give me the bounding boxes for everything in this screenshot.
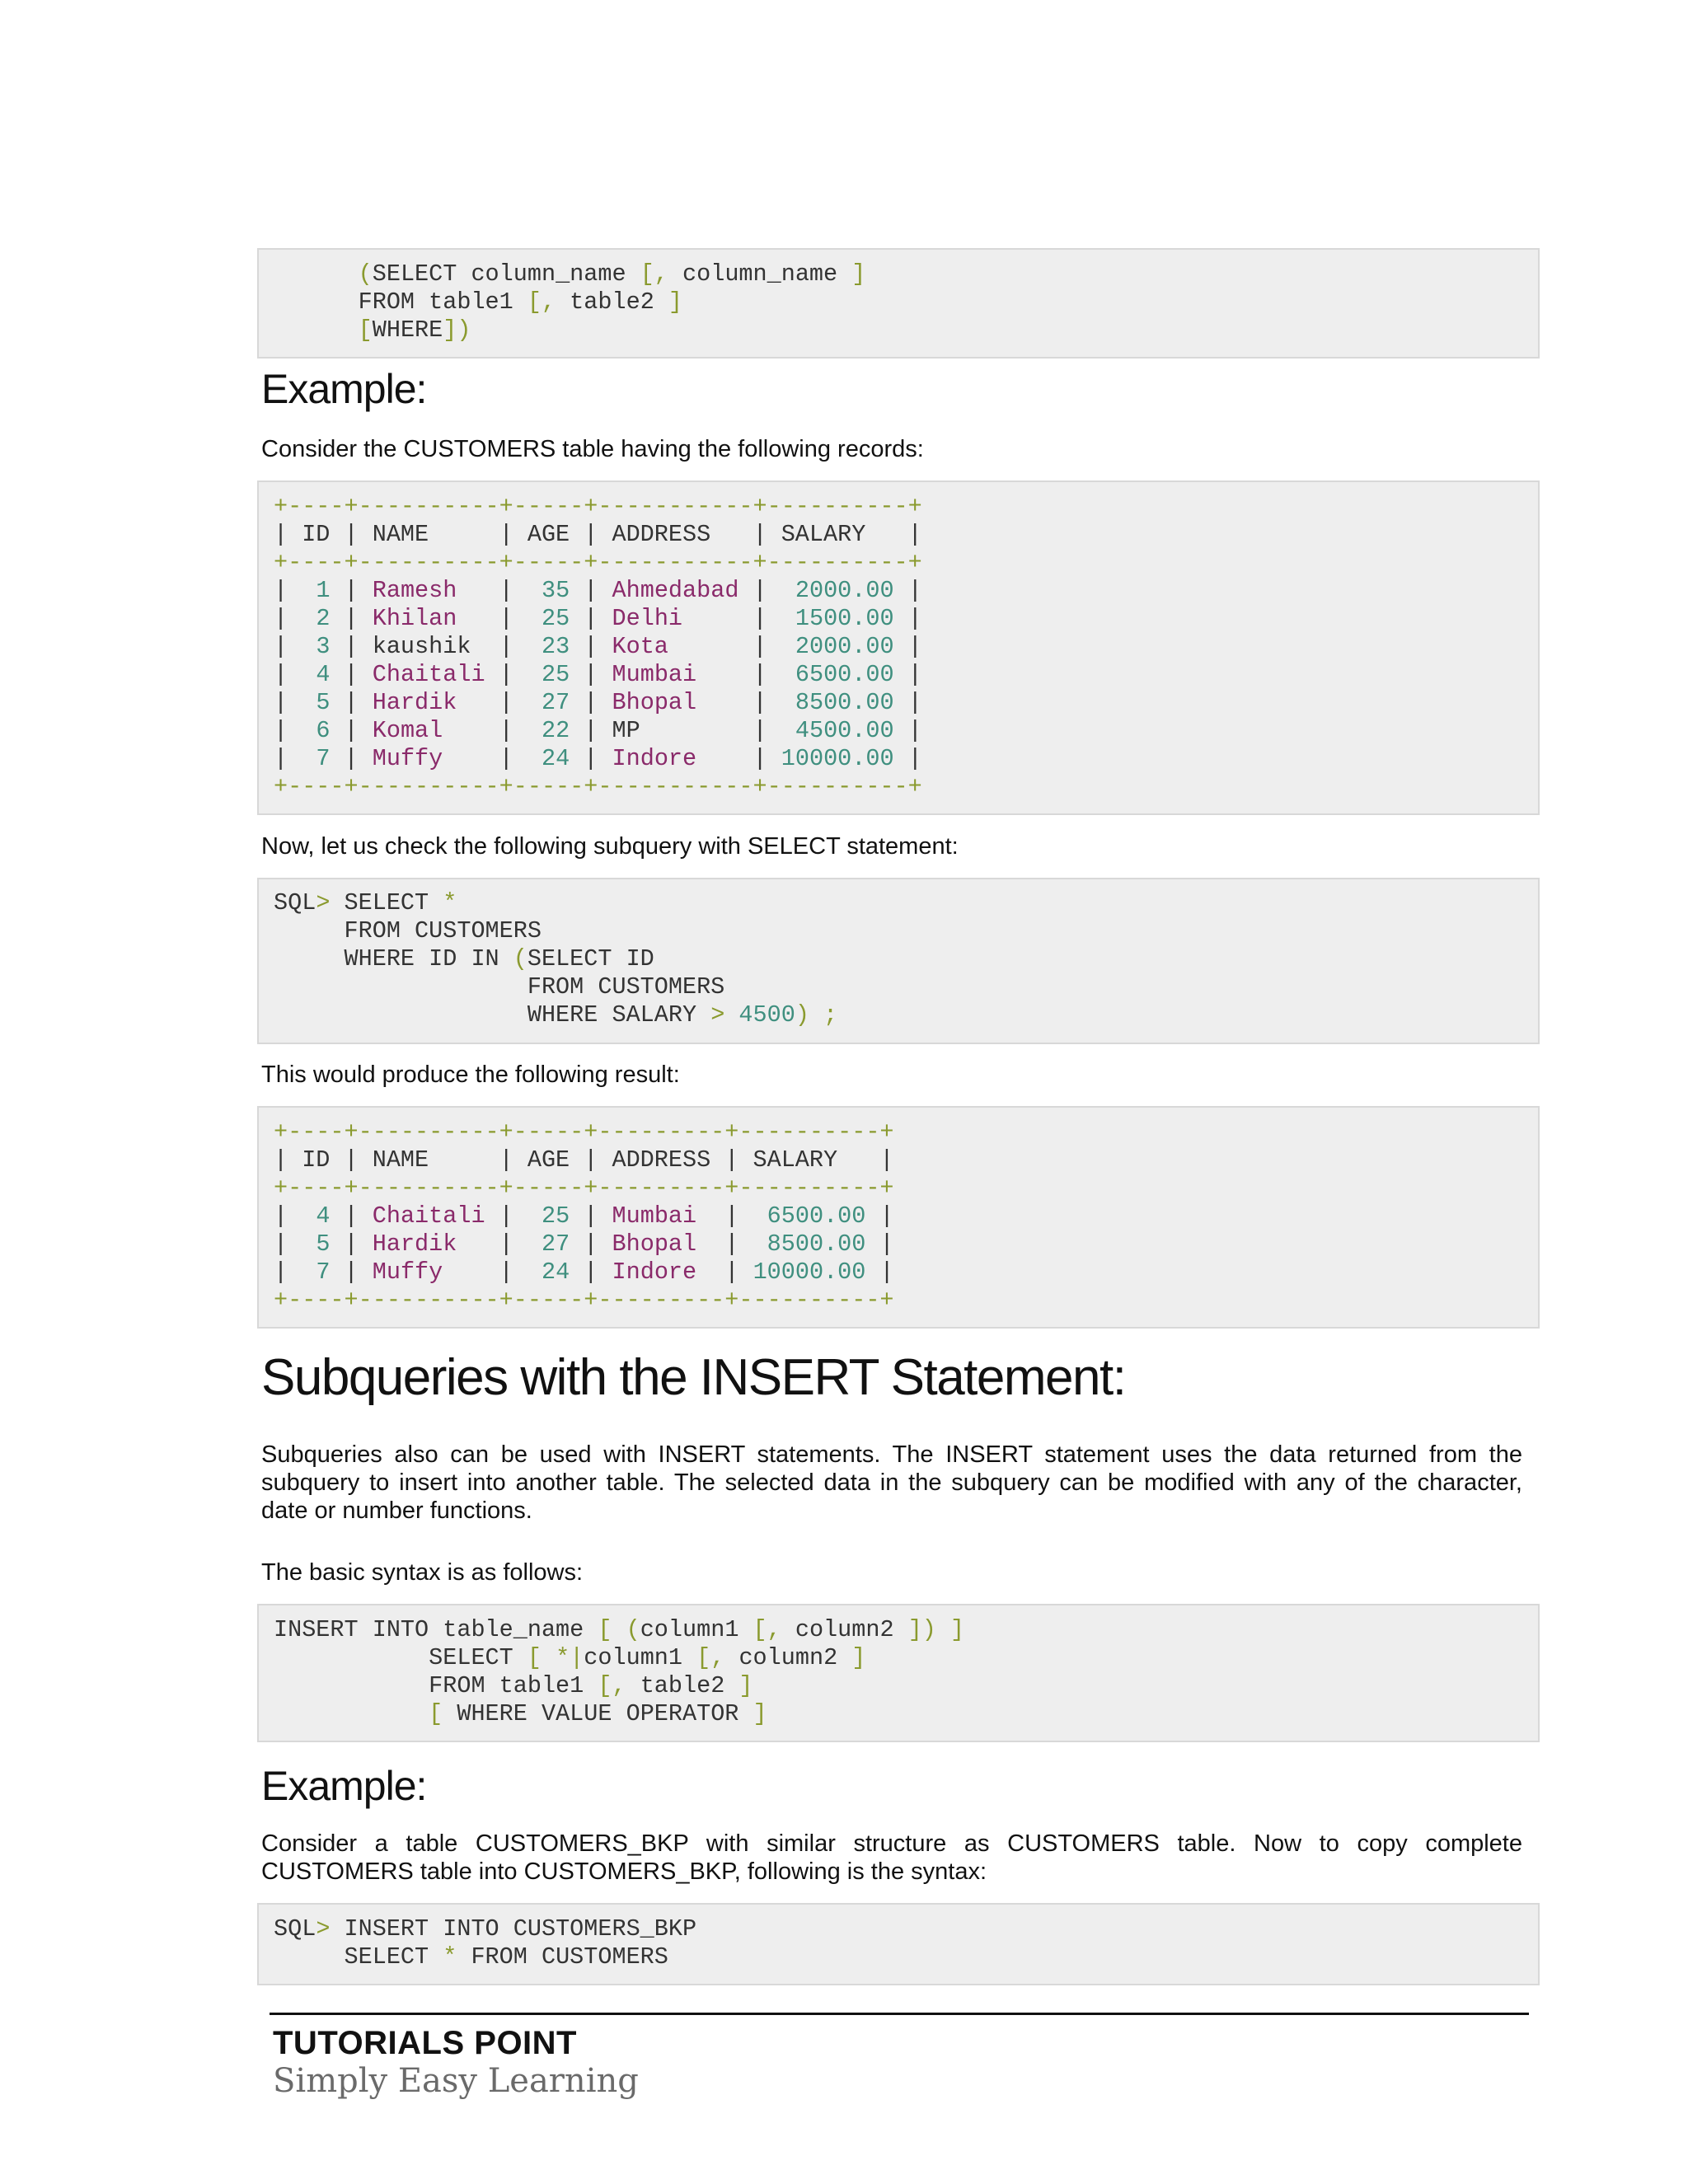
code-token: 4500 [738, 1001, 795, 1029]
code-token: Muffy [372, 745, 443, 772]
code-line [274, 1174, 1538, 1202]
code-line [274, 661, 1538, 689]
code-token: column1 [584, 1644, 697, 1671]
code-token: | [457, 689, 542, 716]
code-line [274, 917, 1538, 945]
code-token: 8500.00 [795, 689, 894, 716]
code-token: | [570, 577, 612, 604]
example-heading-2: Example: [261, 1763, 427, 1809]
code-token: 5 [316, 1230, 331, 1258]
code-token: +----+----------+-----+---------+----------+ [274, 1174, 894, 1202]
example-heading: Example: [261, 366, 427, 412]
insert-section-heading: Subqueries with the INSERT Statement: [261, 1349, 1126, 1406]
code-token: [, [640, 260, 668, 288]
code-token: SQL [274, 889, 316, 916]
code-token: | ID | NAME | AGE | ADDRESS | SALARY | [274, 521, 922, 548]
code-token: | [696, 1202, 767, 1230]
code-token: FROM CUSTOMERS [274, 973, 725, 1001]
code-token: | [274, 1230, 316, 1258]
code-token: | [893, 605, 922, 632]
code-token: 4 [316, 1202, 331, 1230]
code-token: 23 [541, 633, 570, 660]
code-token: | [274, 745, 316, 772]
code-token: | [570, 661, 612, 688]
code-token: Indore [612, 745, 697, 772]
code-token: INSERT INTO table_name [274, 1616, 598, 1643]
code-line [274, 633, 1538, 661]
footer-title: TUTORIALS POINT [273, 2025, 577, 2061]
footer-subtitle: Simply Easy Learning [273, 2062, 639, 2100]
code-token: SELECT ID [527, 945, 654, 972]
code-token: | [668, 633, 795, 660]
code-token: | [893, 745, 922, 772]
code-token: 7 [316, 745, 331, 772]
code-token: Ramesh [372, 577, 457, 604]
code-token: | [274, 1258, 316, 1286]
code-token: [, [598, 1672, 626, 1699]
code-token [612, 1616, 626, 1643]
code-token: [ [527, 1644, 542, 1671]
code-line [274, 1943, 1538, 1971]
code-token: Chaitali [372, 1202, 485, 1230]
code-token: ] [738, 1672, 753, 1699]
code-token: | [893, 577, 922, 604]
code-token: | [893, 717, 922, 744]
code-token: +----+----------+-----+-----------+----------+ [274, 549, 922, 576]
insert-syntax-block [257, 1604, 1540, 1742]
code-token: ( [626, 1616, 640, 1643]
example-intro-text: Consider the CUSTOMERS table having the following records: [261, 436, 924, 462]
code-token: | [865, 1258, 894, 1286]
code-token: ; [823, 1001, 838, 1029]
code-token: | [570, 605, 612, 632]
code-token: FROM CUSTOMERS [274, 917, 542, 944]
code-line [274, 717, 1538, 745]
code-line [274, 1230, 1538, 1258]
code-token: 22 [541, 717, 570, 744]
code-token: 2 [316, 605, 331, 632]
code-token: ) [795, 1001, 809, 1029]
code-line [274, 1700, 1538, 1728]
code-token [724, 1001, 738, 1029]
code-line [274, 316, 1538, 344]
code-token: | [274, 577, 316, 604]
code-token: FROM table1 [274, 1672, 598, 1699]
code-token: | [893, 661, 922, 688]
code-token: | [330, 717, 373, 744]
code-token: 6500.00 [767, 1202, 866, 1230]
code-token: | [443, 1258, 542, 1286]
code-line [274, 889, 1538, 917]
code-token: ]) [907, 1616, 936, 1643]
code-line [274, 1616, 1538, 1644]
code-token: WHERE ID IN [274, 945, 513, 972]
code-token: SELECT [274, 1644, 528, 1671]
syntax-code-block [257, 248, 1540, 359]
code-token: ] [668, 288, 683, 316]
code-token [274, 316, 359, 344]
code-token: | [570, 1230, 612, 1258]
code-token: | [274, 633, 316, 660]
code-line [274, 577, 1538, 605]
code-token: | [570, 1202, 612, 1230]
code-token: Mumbai [612, 661, 697, 688]
code-line [274, 493, 1538, 521]
code-token: | [570, 1258, 612, 1286]
code-line [274, 773, 1538, 801]
code-token: 10000.00 [781, 745, 894, 772]
code-token: [ [358, 316, 373, 344]
code-token: | [570, 633, 612, 660]
code-token: | [330, 1202, 373, 1230]
code-token: ] [851, 260, 866, 288]
code-token: | [738, 577, 795, 604]
code-line [274, 1001, 1538, 1029]
code-token: SELECT [330, 889, 443, 916]
code-token: Chaitali [372, 661, 485, 688]
code-token: | [330, 1258, 373, 1286]
code-token: +----+----------+-----+-----------+----------+ [274, 493, 922, 520]
code-token: | [443, 717, 542, 744]
code-token: > [316, 1915, 331, 1943]
code-token: 25 [541, 1202, 570, 1230]
code-token: | [274, 689, 316, 716]
code-token: | [865, 1202, 894, 1230]
code-token: Ahmedabad [612, 577, 739, 604]
code-token: Delhi [612, 605, 683, 632]
code-token [809, 1001, 823, 1029]
code-token: Kota [612, 633, 668, 660]
code-token: WHERE VALUE OPERATOR [443, 1700, 753, 1727]
code-token: ] [950, 1616, 965, 1643]
code-token: +----+----------+-----+---------+----------+ [274, 1118, 894, 1146]
code-token [274, 260, 359, 288]
code-line [274, 973, 1538, 1001]
code-token: 2000.00 [795, 633, 894, 660]
code-line [274, 745, 1538, 773]
code-token: | [485, 1202, 542, 1230]
syntax-intro-text: The basic syntax is as follows: [261, 1559, 584, 1586]
code-token: [ [429, 1700, 443, 1727]
code-token: +----+----------+-----+-----------+----------+ [274, 773, 922, 800]
select-intro-text: Now, let us check the following subquery with SELECT statement: [261, 833, 959, 860]
code-token: Bhopal [612, 1230, 697, 1258]
code-line [274, 945, 1538, 973]
code-token: 24 [541, 745, 570, 772]
code-token: FROM table1 [274, 288, 528, 316]
insert-para-line-3: date or number functions. [261, 1497, 532, 1524]
insert-para-line-2: subquery to insert into another table. The selected data in the subquery can be modified with any of the character, [261, 1469, 1522, 1496]
code-line [274, 288, 1538, 316]
code-token: | [696, 1230, 767, 1258]
code-token: 27 [541, 689, 570, 716]
code-token: | [330, 577, 373, 604]
code-token: 4 [316, 661, 331, 688]
code-token: | [696, 1258, 753, 1286]
code-token: 25 [541, 605, 570, 632]
code-token: | [457, 577, 542, 604]
code-token: 7 [316, 1258, 331, 1286]
code-token: 8500.00 [767, 1230, 866, 1258]
code-token: WHERE SALARY [274, 1001, 711, 1029]
code-token: | [274, 1202, 316, 1230]
code-token: * [443, 889, 457, 916]
insert-para-line-1: Subqueries also can be used with INSERT statements. The INSERT statement uses the data returned from the [261, 1441, 1522, 1468]
code-token: | [570, 689, 612, 716]
code-token: | [457, 1230, 542, 1258]
code-token: | [893, 633, 922, 660]
select-query-block [257, 878, 1540, 1044]
code-token: *| [556, 1644, 584, 1671]
code-token: | [570, 745, 612, 772]
code-token: Bhopal [612, 689, 697, 716]
result-table-block [257, 1106, 1540, 1329]
code-token: | [485, 661, 542, 688]
code-token: WHERE [372, 316, 443, 344]
insert-query-block [257, 1903, 1540, 1985]
code-token: +----+----------+-----+---------+----------+ [274, 1286, 894, 1314]
code-token: | [330, 661, 373, 688]
example2-line-1: Consider a table CUSTOMERS_BKP with similar structure as CUSTOMERS table. Now to copy complete [261, 1830, 1522, 1857]
result-intro-text: This would produce the following result: [261, 1062, 680, 1088]
code-token: 3 [316, 633, 331, 660]
code-token: | [274, 661, 316, 688]
code-token: Komal [372, 717, 443, 744]
code-token: | [865, 1230, 894, 1258]
code-token: | [330, 745, 373, 772]
code-token: SELECT [274, 1943, 443, 1971]
code-token: [ [598, 1616, 612, 1643]
code-line [274, 1286, 1538, 1315]
code-line [274, 1146, 1538, 1174]
code-token: | [696, 689, 795, 716]
code-token: ] [851, 1644, 866, 1671]
code-token: 5 [316, 689, 331, 716]
code-token: column1 [640, 1616, 753, 1643]
code-token: 24 [541, 1258, 570, 1286]
code-token: | [274, 717, 316, 744]
code-token: 6 [316, 717, 331, 744]
code-line [274, 1672, 1538, 1700]
code-line [274, 605, 1538, 633]
code-token [542, 1644, 556, 1671]
code-token: | kaushik | [330, 633, 542, 660]
code-line [274, 1258, 1538, 1286]
code-token: [, [696, 1644, 725, 1671]
code-token: Hardik [372, 689, 457, 716]
code-token: Hardik [372, 1230, 457, 1258]
code-token: column2 [724, 1644, 852, 1671]
code-token: | [696, 745, 781, 772]
code-token: | [893, 689, 922, 716]
code-token: | [682, 605, 795, 632]
code-token: ( [513, 945, 528, 972]
code-token: column2 [781, 1616, 908, 1643]
code-line [274, 521, 1538, 549]
code-line [274, 1202, 1538, 1230]
code-token: > [710, 1001, 725, 1029]
code-token: | [330, 1230, 373, 1258]
code-token [274, 1700, 429, 1727]
code-token: [, [527, 288, 556, 316]
code-line [274, 1644, 1538, 1672]
code-token [936, 1616, 950, 1643]
code-line [274, 1118, 1538, 1146]
code-token: 4500.00 [795, 717, 894, 744]
code-token: FROM CUSTOMERS [457, 1943, 668, 1971]
customers-table-block [257, 480, 1540, 815]
code-token: SELECT column_name [372, 260, 640, 288]
example2-line-2: CUSTOMERS table into CUSTOMERS_BKP, following is the syntax: [261, 1858, 987, 1885]
footer-divider [270, 2013, 1529, 2015]
code-token: 1500.00 [795, 605, 894, 632]
code-token: | [274, 605, 316, 632]
code-line [274, 1915, 1538, 1943]
code-token: 27 [541, 1230, 570, 1258]
code-token: | [330, 605, 373, 632]
code-token: [, [753, 1616, 781, 1643]
code-token: INSERT INTO CUSTOMERS_BKP [330, 1915, 697, 1943]
code-token: ] [753, 1700, 767, 1727]
code-token: Khilan [372, 605, 457, 632]
code-token: | [443, 745, 542, 772]
code-token: 25 [541, 661, 570, 688]
code-token: * [443, 1943, 457, 1971]
code-token: table2 [626, 1672, 739, 1699]
code-token: 2000.00 [795, 577, 894, 604]
code-token: 35 [541, 577, 570, 604]
code-token: table2 [556, 288, 668, 316]
code-token: | [330, 689, 373, 716]
code-token: SQL [274, 1915, 316, 1943]
code-token: | [696, 661, 795, 688]
code-token: Indore [612, 1258, 697, 1286]
code-line [274, 689, 1538, 717]
code-token: Muffy [372, 1258, 443, 1286]
code-token: 1 [316, 577, 331, 604]
code-line [274, 549, 1538, 577]
code-token: Mumbai [612, 1202, 697, 1230]
code-line [274, 260, 1538, 288]
code-token: column_name [668, 260, 852, 288]
code-token: | [457, 605, 542, 632]
code-token: | MP | [570, 717, 795, 744]
code-token: ( [358, 260, 373, 288]
code-token: 6500.00 [795, 661, 894, 688]
code-token: | ID | NAME | AGE | ADDRESS | SALARY | [274, 1146, 894, 1174]
code-token: 10000.00 [753, 1258, 866, 1286]
code-token: ]) [443, 316, 471, 344]
code-token: > [316, 889, 331, 916]
